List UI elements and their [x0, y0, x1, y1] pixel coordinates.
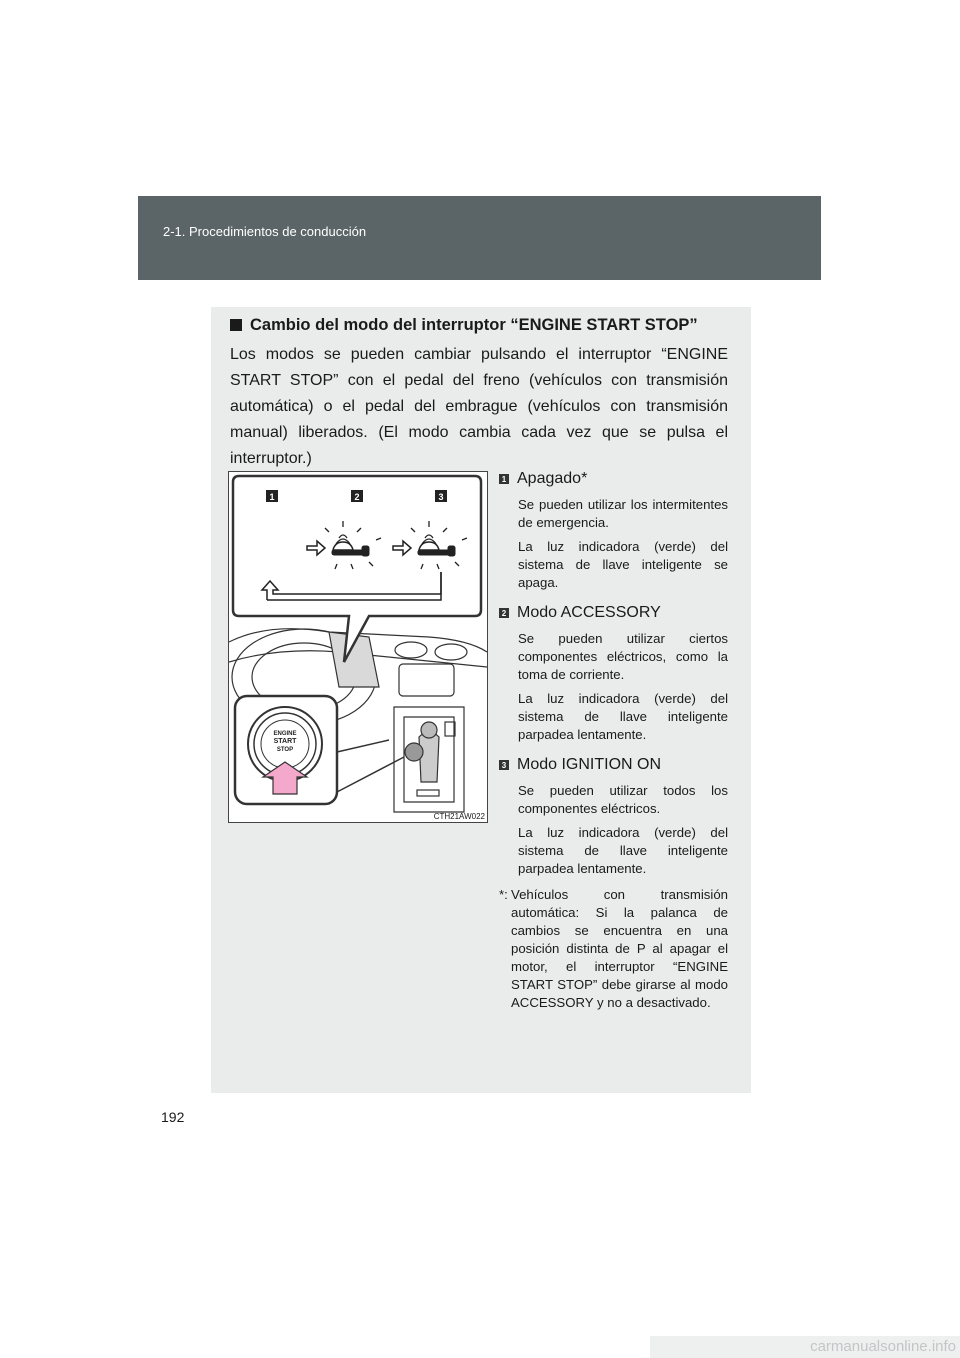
mode-title [499, 470, 728, 488]
mode-item [499, 756, 728, 878]
mode-item [499, 470, 728, 592]
mode-paragraph: La luz indicadora (verde) del sistema de llave inteligente se apaga. [518, 539, 728, 590]
section-title-text: Cambio del modo del interruptor “ENGINE START STOP” [250, 316, 698, 334]
section-title [230, 316, 698, 335]
dashboard-illustration [229, 472, 487, 822]
mode-paragraph: La luz indicadora (verde) del sistema de llave inteligente parpadea lentamente. [518, 691, 728, 742]
mode-title [499, 756, 728, 774]
modes-list [499, 470, 728, 1012]
illustration [228, 471, 488, 823]
mode-title-text: Modo IGNITION ON [517, 756, 662, 773]
intro-paragraph: Los modos se pueden cambiar pulsando el interruptor “ENGINE START STOP” con el pedal del freno (vehículos con transmisión automática) o el pedal del embrague (vehículos con transmisión manual) liberados. (El modo cambia cada vez que se pulsa el interruptor.) [230, 346, 728, 467]
number-badge-icon: 2 [499, 608, 509, 618]
mode-paragraph: Se pueden utilizar los intermitentes de emergencia. [518, 497, 728, 530]
svg-text:1: 1 [269, 492, 275, 502]
mode-title-text: Modo ACCESSORY [517, 604, 661, 621]
number-badge-icon: 3 [499, 760, 509, 770]
square-bullet-icon [230, 319, 242, 331]
mode-paragraph: Se pueden utilizar ciertos componentes eléctricos, como la toma de corriente. [518, 631, 728, 682]
section-header: 2-1. Procedimientos de conducción [163, 224, 367, 239]
footnote [499, 886, 728, 1012]
svg-text:2: 2 [354, 492, 360, 502]
footnote-marker: *: [499, 887, 508, 902]
button-label-stop: STOP [276, 747, 294, 753]
footnote-text: Vehículos con transmisión automática: Si la palanca de cambios se encuentra en una posición distinta de P al apagar el motor, el interruptor “ENGINE START STOP” debe girarse al modo ACCESSORY y no a desactivado. [511, 887, 728, 1010]
mode-title [499, 604, 728, 622]
mode-item [499, 604, 728, 744]
button-label-engine: ENGINE [273, 731, 297, 737]
mode-paragraph: Se pueden utilizar todos los componentes eléctricos. [518, 783, 728, 816]
button-label-start: START [273, 738, 297, 745]
figure-code: CTH21AW022 [433, 812, 485, 821]
watermark: carmanualsonline.info [650, 1336, 960, 1358]
page-number: 192 [161, 1109, 185, 1125]
mode-title-text: Apagado* [517, 470, 588, 487]
number-badge-icon: 1 [499, 474, 509, 484]
svg-text:3: 3 [438, 492, 444, 502]
mode-paragraph: La luz indicadora (verde) del sistema de llave inteligente parpadea lentamente. [518, 825, 728, 876]
